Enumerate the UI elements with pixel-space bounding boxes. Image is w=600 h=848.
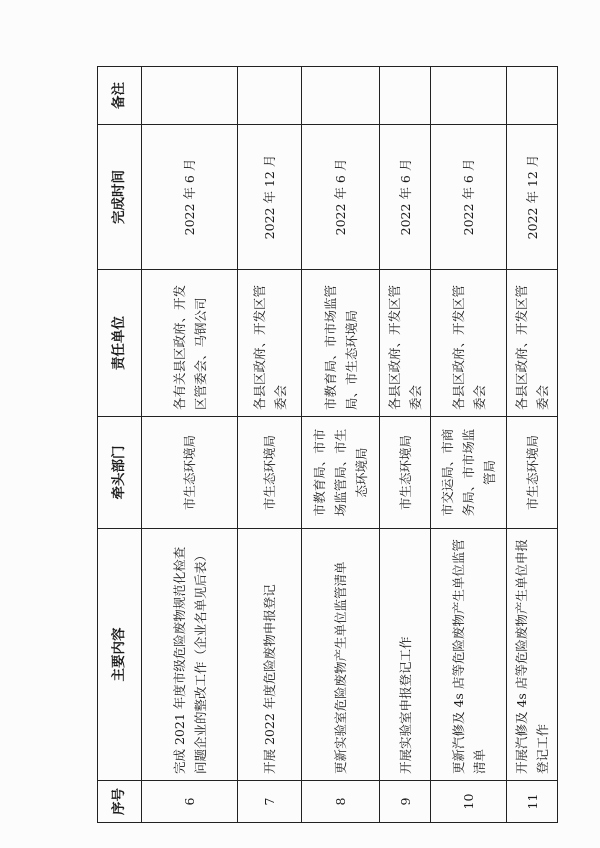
cell-lead: 市生态环境局 — [507, 417, 558, 529]
cell-responsible: 各县区政府、开发区管委会 — [431, 270, 507, 417]
task-table — [97, 66, 558, 823]
cell-no: 11 — [507, 781, 558, 823]
cell-lead: 市教育局、市市场监管局、市生态环境局 — [302, 417, 380, 529]
cell-no: 9 — [380, 781, 431, 823]
header-deadline: 完成时间 — [98, 125, 142, 270]
cell-responsible: 各有关县区政府、开发区管委会、马钢公司 — [142, 270, 238, 417]
header-note: 备注 — [98, 67, 142, 125]
cell-note — [507, 67, 558, 125]
cell-no: 6 — [142, 781, 238, 823]
header-content: 主要内容 — [98, 529, 142, 781]
cell-note — [142, 67, 238, 125]
cell-responsible: 各县区政府、开发区管委会 — [380, 270, 431, 417]
header-responsible-unit: 责任单位 — [98, 270, 142, 417]
table-header-row — [98, 67, 142, 823]
rotated-table-container — [97, 67, 550, 823]
cell-no: 7 — [238, 781, 302, 823]
header-no: 序号 — [98, 781, 142, 823]
cell-content: 更新实验室危险废物产生单位监管清单 — [302, 529, 380, 781]
cell-deadline: 2022 年 12 月 — [507, 125, 558, 270]
cell-deadline: 2022 年 6 月 — [431, 125, 507, 270]
cell-deadline: 2022 年 6 月 — [142, 125, 238, 270]
table-row — [302, 67, 380, 823]
table-row — [507, 67, 558, 823]
cell-note — [238, 67, 302, 125]
cell-lead: 市生态环境局 — [380, 417, 431, 529]
table-row — [142, 67, 238, 823]
cell-content: 开展 2022 年度危险废物申报登记 — [238, 529, 302, 781]
cell-content: 开展汽修及 4s 店等危险废物产生单位申报登记工作 — [507, 529, 558, 781]
cell-lead: 市生态环境局 — [238, 417, 302, 529]
cell-responsible: 各县区政府、开发区管委会 — [507, 270, 558, 417]
table-row — [380, 67, 431, 823]
cell-responsible: 各县区政府、开发区管委会 — [238, 270, 302, 417]
cell-deadline: 2022 年 12 月 — [238, 125, 302, 270]
cell-content: 开展实验室申报登记工作 — [380, 529, 431, 781]
cell-deadline: 2022 年 6 月 — [380, 125, 431, 270]
cell-content: 更新汽修及 4s 店等危险废物产生单位监管清单 — [431, 529, 507, 781]
cell-note — [302, 67, 380, 125]
cell-no: 10 — [431, 781, 507, 823]
table-row — [238, 67, 302, 823]
cell-responsible: 市教育局、市市场监管局、市生态环境局 — [302, 270, 380, 417]
cell-content: 完成 2021 年度市级危险废物规范化检查问题企业的整改工作（企业名单见后表） — [142, 529, 238, 781]
cell-no: 8 — [302, 781, 380, 823]
table-row — [431, 67, 507, 823]
cell-lead: 市交运局、市商务局、市市场监管局 — [431, 417, 507, 529]
cell-lead: 市生态环境局 — [142, 417, 238, 529]
cell-deadline: 2022 年 6 月 — [302, 125, 380, 270]
cell-note — [431, 67, 507, 125]
cell-note — [380, 67, 431, 125]
header-lead-department: 牵头部门 — [98, 417, 142, 529]
